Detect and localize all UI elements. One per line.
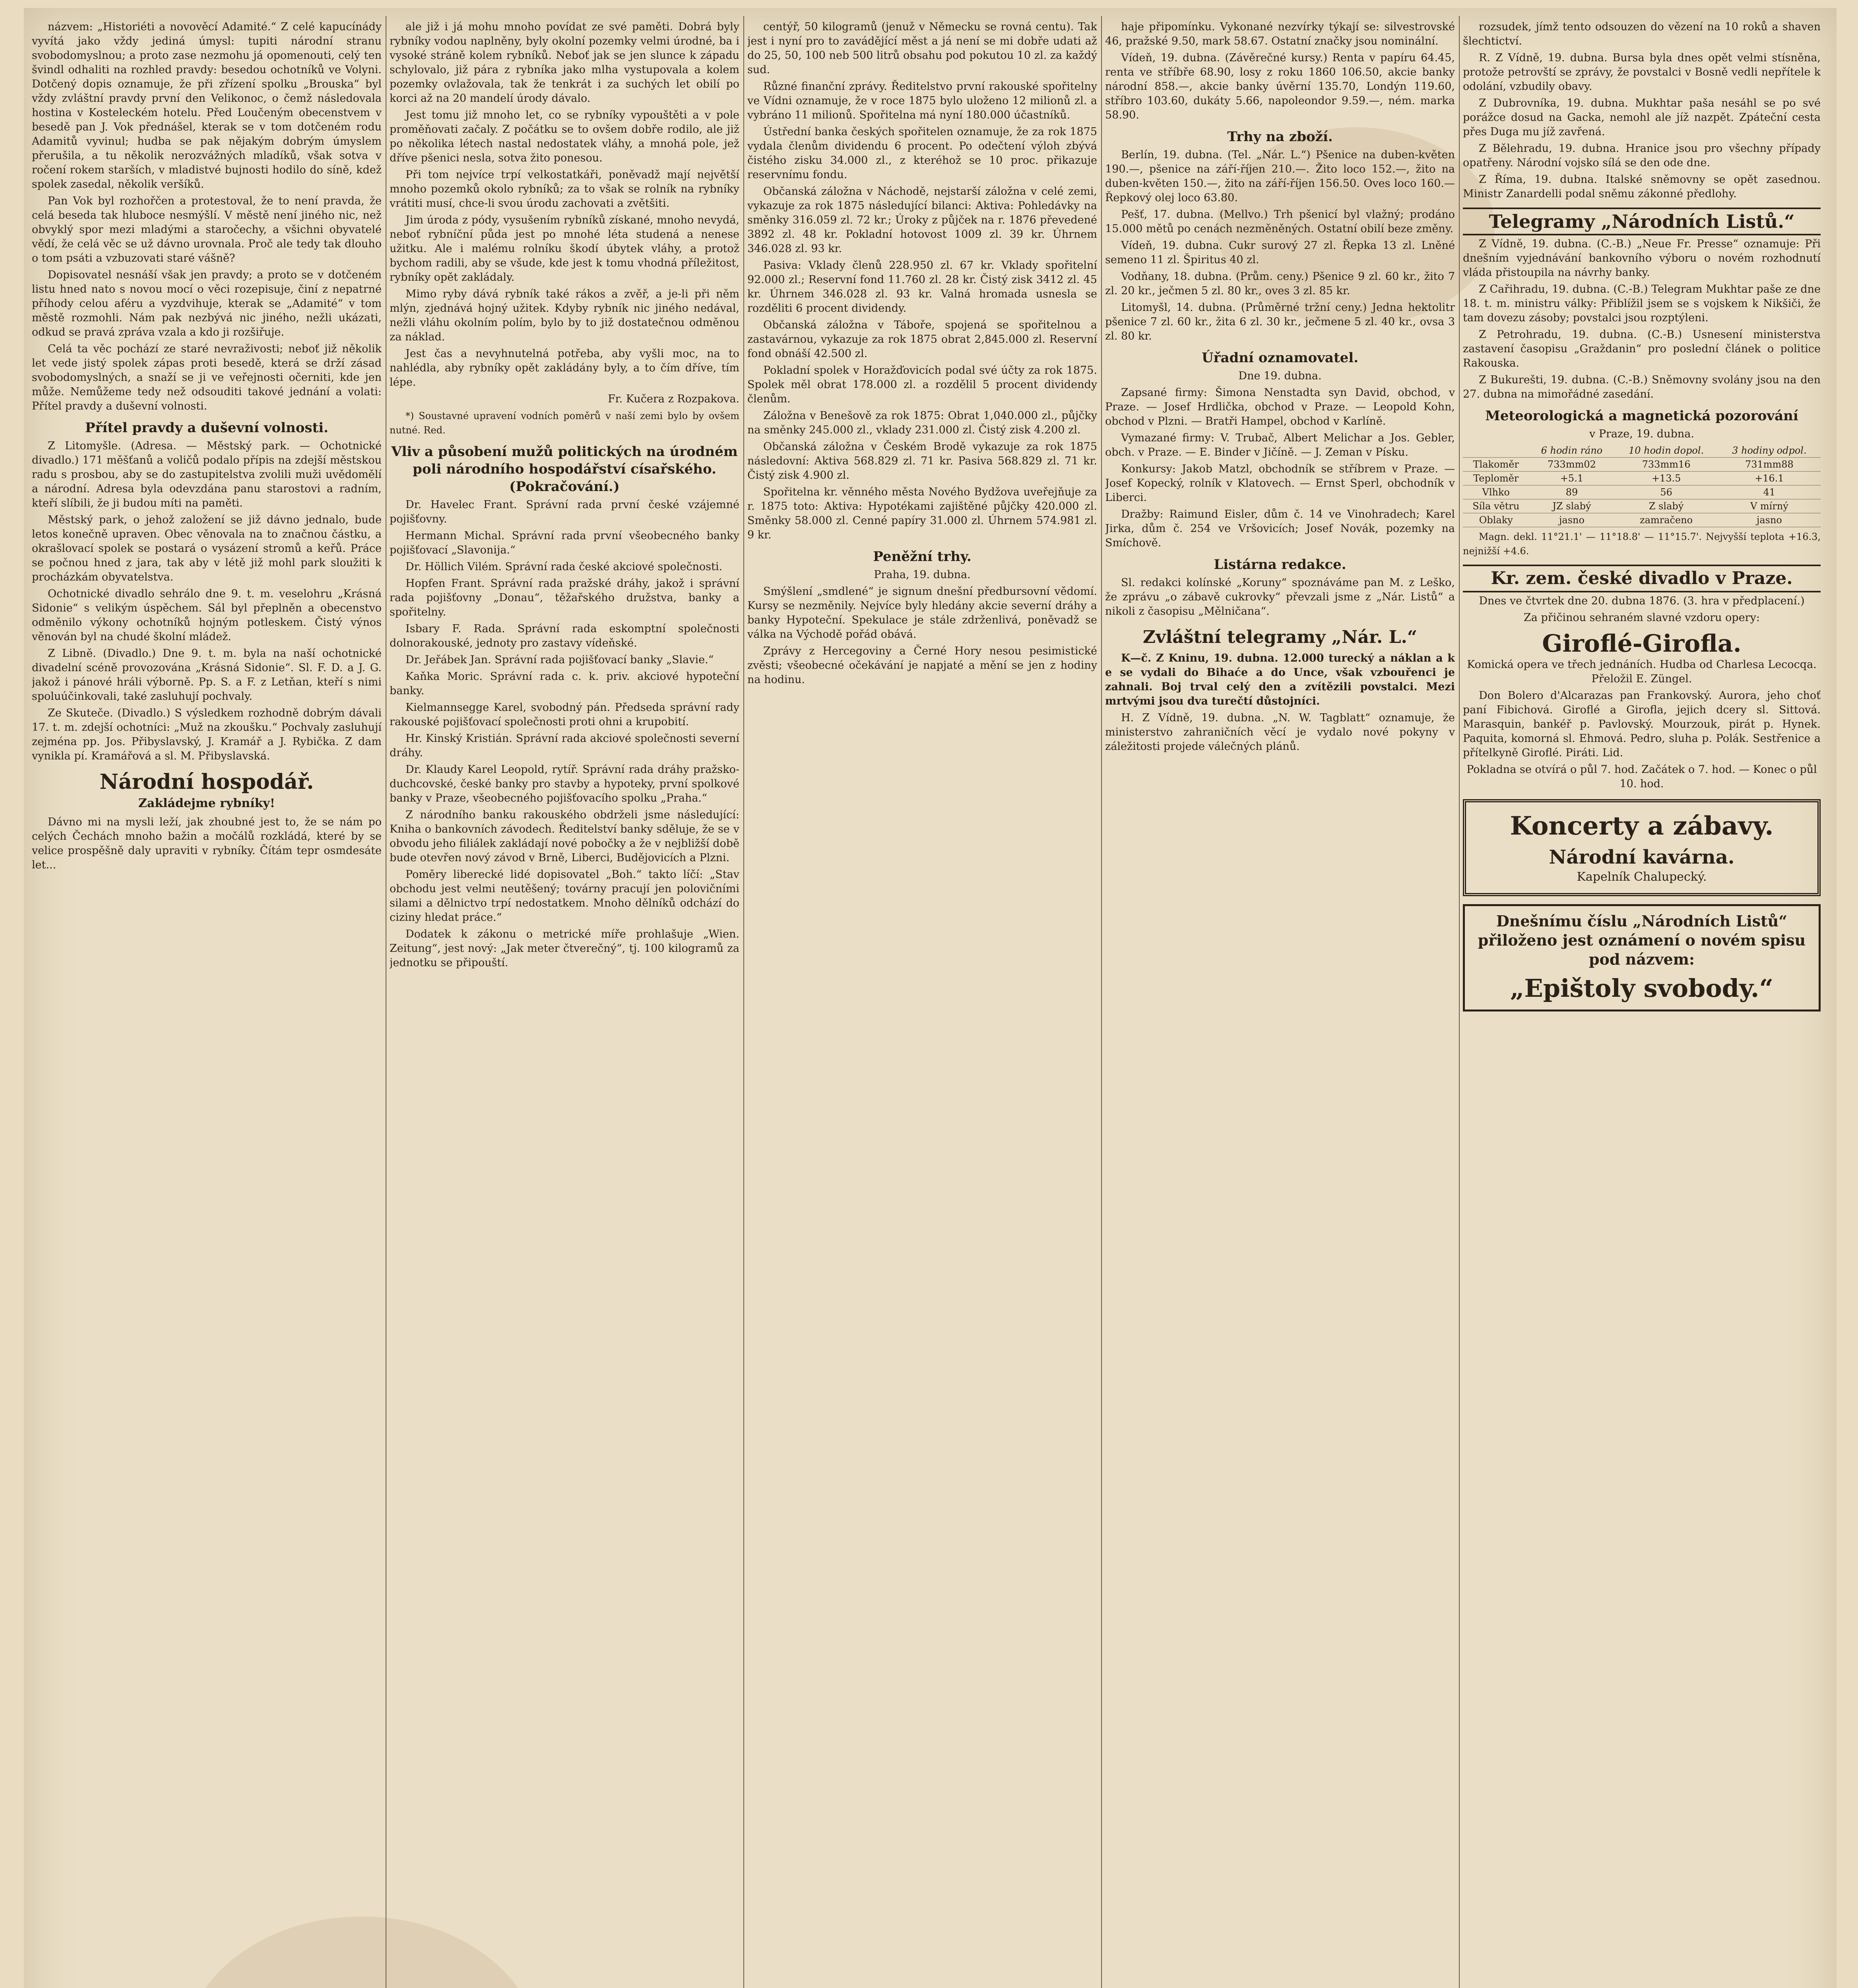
article-paragraph: Litomyšl, 14. dubna. (Průměrné tržní ceny.) Jedna hektolitr pšenice 7 zl. 60 kr., žita 6 zl. 30 kr., ječmene 5 zl. 40 kr., ovsa 3 zl. 80 kr.	[1105, 301, 1455, 342]
table-header: 10 hodin dopol.	[1614, 444, 1718, 458]
article-paragraph: K—č. Z Kninu, 19. dubna. 12.000 turecký a náklan a k e se vydali do Bihaće a do Unce, však vzbouřenci je zahnali. Boj trval celý den a zvítězili povstalci. Mezi mrtvými jsou dva turečtí důstojníci.	[1105, 652, 1455, 707]
article-paragraph: Z Dubrovníka, 19. dubna. Mukhtar paša nesáhl se po své porážce dosud na Gacka, nemohl ale jíž nazpět. Zpáteční cesta přes Duga mu jíž zavřená.	[1463, 97, 1821, 138]
column-4	[1105, 20, 1455, 1988]
section-heading: Trhy na zboží.	[1227, 129, 1333, 145]
section-heading: Kr. zem. české divadlo v Praze.	[1463, 565, 1821, 592]
article-paragraph: Z Vídně, 19. dubna. (C.-B.) „Neue Fr. Presse“ oznamuje: Při dnešním vyjednávání bankovního výboru o novém rozhodnutí vláda přistoupila na návrhy banky.	[1463, 238, 1821, 279]
table-cell: 56	[1614, 485, 1718, 499]
table-cell: V mírný	[1718, 499, 1821, 513]
article-paragraph: Různé finanční zprávy. Ředitelstvo první rakouské spořitelny ve Vídni oznamuje, že v roce 1875 bylo uloženo 12 milionů zl. a vybráno 11 milionů. Spořitelna má nyní 180.000 účastníků.	[747, 80, 1097, 121]
table-cell: 733mm16	[1614, 458, 1718, 472]
article-paragraph: ale již i já mohu mnoho povídat ze své paměti. Dobrá byly rybníky vodou naplněny, byly okolní pozemky velmi úrodné, ba i vysoké stráně kolem rybníků. Neboť jak se jen slunce k západu schylovalo, již pára z rybníka jako mlha vystupovala a kolem pozemky ovlažovala, tak že tenkrát i za suchých let obilí po korci až na 20 mandelí úrody dávalo.	[390, 21, 739, 105]
article-paragraph: Vídeň, 19. dubna. Cukr surový 27 zl. Řepka 13 zl. Lněné semeno 11 zl. Špiritus 40 zl.	[1105, 239, 1455, 266]
article-paragraph: Smýšlení „smdlené“ je signum dnešní předbursovní vědomí. Kursy se nezměnily. Nejvíce byly hledány akcie severní dráhy a banky Hypoteční. Spekulace je stále zdrženlivá, poněvadž se válka na Východě pořád obává.	[747, 585, 1097, 641]
article-paragraph: haje připomínku. Vykonané nezvírky týkají se: silvestrovské 46, pražské 9.50, mark 58.67. Ostatní značky jsou nominální.	[1105, 21, 1455, 47]
article-paragraph: H. Z Vídně, 19. dubna. „N. W. Tagblatt“ oznamuje, že ministerstvo zahraničních věcí je vydalo nové pokyny v záležitosti projede válečných plánů.	[1105, 712, 1455, 753]
article-paragraph: Kielmannsegge Karel, svobodný pán. Předseda správní rady rakouské pojišťovací společnosti proti ohni a krupobití.	[390, 701, 739, 728]
section-heading: Telegramy „Národních Listů.“	[1463, 208, 1821, 235]
table-cell: jasno	[1718, 513, 1821, 527]
article-paragraph: Vymazané firmy: V. Trubač, Albert Melichar a Jos. Gebler, obch. v Praze. — E. Binder v Jičíně. — J. Zeman v Písku.	[1105, 432, 1455, 458]
table-cell: 89	[1529, 485, 1615, 499]
table-cell: Z slabý	[1614, 499, 1718, 513]
section-heading: Vliv a působení mužů politických na úrodném poli národního hospodářství císařského. (Pokračování.)	[391, 444, 738, 495]
article-paragraph: Pokladní spolek v Horažďovicích podal své účty za rok 1875. Spolek měl obrat 178.000 zl. a rozdělil 5 procent dividendy členům.	[747, 364, 1097, 405]
table-cell: JZ slabý	[1529, 499, 1615, 513]
article-paragraph: Ze Skuteče. (Divadlo.) S výsledkem rozhodně dobrým dávali 17. t. m. zdejší ochotníci: „Muž na zkoušku.“ Pochvaly zasluhují zejména pp. Jos. Přibyslavský, J. Kramář a J. Rybička. Z dam vynikla pí. Kramářová a sl. M. Přibyslavská.	[32, 707, 382, 762]
article-paragraph: Z Bukurešti, 19. dubna. (C.-B.) Sněmovny svolány jsou na den 27. dubna na mimořádné zasedání.	[1463, 374, 1821, 400]
table-cell: Tlakoměr	[1463, 458, 1529, 472]
footnote: *) Soustavné upravení vodních poměrů v naší zemi bylo by ovšem nutné. Red.	[390, 410, 739, 436]
table-header: 3 hodiny odpol.	[1718, 444, 1821, 458]
column-1	[32, 20, 382, 1988]
article-paragraph: Při tom nejvíce trpí velkostatkáři, poněvadž mají největší mnoho pozemků okolo rybníků; za to však se rolník na rybníky vrátiti musí, chce-li svou úrodu zachovati a zvětšiti.	[390, 169, 739, 210]
table-row	[1463, 485, 1821, 499]
weather-table	[1463, 444, 1821, 527]
table-header-row	[1463, 444, 1821, 458]
article-paragraph: Konkursy: Jakob Matzl, obchodník se stříbrem v Praze. — Josef Kopecký, rolník v Klatovech. — Ernst Sperl, obchodník v Liberci.	[1105, 463, 1455, 504]
column-rule	[1101, 16, 1102, 1988]
dateline: Praha, 19. dubna.	[874, 569, 971, 581]
section-heading: Národní hospodář.	[99, 770, 314, 794]
table-cell: +16.1	[1718, 472, 1821, 485]
column-rule	[743, 16, 744, 1988]
article-paragraph: Občanská záložna v Náchodě, nejstarší záložna v celé zemi, vykazuje za rok 1875 následující bilanci: Aktiva: Pohledávky na směnky 316.059 zl. 72 kr.; Úroky z půjček na r. 1876 převedené 3892 zl. 48 kr. Pokladní hotovost 1009 zl. 39 kr. Úhrnem 346.028 zl. 93 kr.	[747, 185, 1097, 255]
article-paragraph: Jest tomu již mnoho let, co se rybníky vypouštěti a v pole proměňovati začaly. Z počátku se to ovšem dobře rodilo, ale již po několika létech nastal nedostatek vláhy, a mnohá pole, jež dříve pšenici nesla, sotva žito ponesou.	[390, 109, 739, 164]
article-paragraph: Jim úroda z pódy, vysušením rybníků získané, mnoho nevydá, neboť rybníční půda jest po mnohé léta studená a nenese užitku. Ale i malému rolníku škodí úbytek vláhy, a protož bychom radili, aby se všude, kde jest k tomu vhodná příležitost, rybníky opět zakládaly.	[390, 214, 739, 283]
article-paragraph: Jest čas a nevyhnutelná potřeba, aby vyšli moc, na to nahlédla, aby rybníky opět zakládány byly, a to čím dříve, tím lépe.	[390, 348, 739, 388]
table-cell: Vlhko	[1463, 485, 1529, 499]
table-cell: 41	[1718, 485, 1821, 499]
article-paragraph: Spořitelna kr. věnného města Nového Bydžova uveřejňuje za r. 1875 toto: Aktiva: Hypotékami zajištěné půjčky 420.000 zl. Směnky 58.000 zl. Cenné papíry 31.000 zl. Úhrnem 574.981 zl. 9 kr.	[747, 486, 1097, 541]
article-paragraph: Dr. Jeřábek Jan. Správní rada pojišťovací banky „Slavie.“	[405, 654, 714, 666]
article-paragraph: Ochotnické divadlo sehrálo dne 9. t. m. veselohru „Krásná Sidonie“ s velikým úspěchem. Sál byl přeplněn a obecenstvo odměnilo výkony ochotníků hojným potleskem. Čistý výnos věnován byl na chudé školní mládež.	[32, 588, 382, 643]
weather-note: Magn. dekl. 11°21.1' — 11°18.8' — 11°15.7'. Nejvyšší teplota +16.3, nejnižší +4.6.	[1463, 531, 1821, 557]
article-paragraph: Dopisovatel nesnáší však jen pravdy; a proto se v dotčeném listu hned nato s novou mocí o věci rozepisuje, činí z nepatrné příhody celou aféru a vyzdvihuje, kterak se „Adamité“ v tom městě rozmohli. Nám pak nezbývá nic jiného, nežli ukázati, odkud se pravá zpráva vzala a kdo ji rozšiřuje.	[32, 269, 382, 338]
article-signature: Fr. Kučera z Rozpakova.	[607, 393, 739, 405]
article-paragraph: Z Libně. (Divadlo.) Dne 9. t. m. byla na naší ochotnické divadelní scéně provozována „Krásná Sidonie“. Sl. F. D. a J. G. jakož i pánové hráli výborně. Pp. S. a F. z Letňan, kteří s nimi spoluúčinkovali, také zasluhují pochvaly.	[32, 647, 382, 703]
article-paragraph: Z Říma, 19. dubna. Italské sněmovny se opět zasednou. Ministr Zanardelli podal sněmu zákonné předlohy.	[1463, 173, 1821, 200]
supplement-notice-box	[1463, 904, 1821, 1011]
table-cell: zamračeno	[1614, 513, 1718, 527]
article-paragraph: Hopfen Frant. Správní rada pražské dráhy, jakož i správní rada pojišťovny „Donau“, těžařského družstva, banky a spořitelny.	[390, 577, 739, 618]
concert-ad-box	[1463, 799, 1821, 896]
article-paragraph: Dr. Klaudy Karel Leopold, rytíř. Správní rada dráhy pražsko-duchcovské, české banky pro stavby a hypoteky, první spolkové banky v Praze, všeobecného pojišťovacího spolku „Praha.“	[390, 763, 739, 804]
article-paragraph: centýř, 50 kilogramů (jenuž v Německu se rovná centu). Tak jest i nyní pro to zavádějící měst a já není se mi dobře udati až do 25, 50, 100 neb 500 litrů obsahu pod pokutou 10 zl. za každý sud.	[747, 21, 1097, 76]
article-paragraph: Z Litomyšle. (Adresa. — Městský park. — Ochotnické divadlo.) 171 měšťanů a voličů podalo přípis na zdejší městskou radu s prosbou, aby se do zastupitelstva zvolili muži uvědomělí a národní. Adresa byla odevzdána panu starostovi a radním, kteří slíbili, že ji budou míti na paměti.	[32, 440, 382, 509]
article-paragraph: Pasiva: Vklady členů 228.950 zl. 67 kr. Vklady spořitelní 92.000 zl.; Reservní fond 11.760 zl. 28 kr. Čistý zisk 3412 zl. 45 kr. Úhrnem 346.028 zl. 93 kr. Valná hromada usnesla se rozděliti 6 procent dividendy.	[747, 259, 1097, 315]
article-paragraph: Městský park, o jehož založení se již dávno jednalo, bude letos konečně upraven. Obec věnovala na to značnou částku, a okrašlovací spolek se postará o vysázení stromů a keřů. Práce se počnou hned z jara, tak aby v létě již mohl park sloužiti k procházkám obyvatelstva.	[32, 514, 382, 583]
dateline: Dne 19. dubna.	[1238, 370, 1322, 382]
article-paragraph: rozsudek, jímž tento odsouzen do vězení na 10 roků a shaven šlechtictví.	[1463, 21, 1821, 47]
ad-line: Národní kavárna.	[1549, 846, 1735, 868]
table-row	[1463, 472, 1821, 485]
article-paragraph: Zapsané firmy: Šimona Nenstadta syn David, obchod, v Praze. — Josef Hrdlička, obchod v Praze. — Leopold Kohn, obchod v Plzni. — Bratři Hampel, obchod v Karlíně.	[1105, 386, 1455, 427]
column-5	[1463, 20, 1821, 1988]
article-paragraph: Berlín, 19. dubna. (Tel. „Nár. L.“) Pšenice na duben-květen 190.—, pšenice na září-říjen 210.—. Žito loco 152.—, žito na duben-květen 150.—, žito na září-říjen 156.50. Oves loco 160.— Řepkový olej loco 63.80.	[1105, 149, 1455, 204]
section-heading: Listárna redakce.	[1214, 557, 1346, 573]
column-2	[390, 20, 739, 1988]
article-paragraph: Občanská záložna v Českém Brodě vykazuje za rok 1875 následovní: Aktiva 568.829 zl. 71 kr. Pasiva 568.829 zl. 71 kr. Čistý zisk 4.900 zl.	[747, 441, 1097, 481]
table-cell: 731mm88	[1718, 458, 1821, 472]
table-cell: Síla větru	[1463, 499, 1529, 513]
article-paragraph: Pan Vok byl rozhořčen a protestoval, že to není pravda, že celá beseda tak hluboce nesmýšlí. V městě není jiného nic, než obvyklý spor mezi mladými a staročechy, a všichni obyvatelé vědí, že celá věc se už dávno urovnala. Proč ale tedy tak dlouho o tom psáti a vzbuzovati staré vášně?	[32, 195, 382, 264]
article-paragraph: Z Cařihradu, 19. dubna. (C.-B.) Telegram Mukhtar paše ze dne 18. t. m. ministru války: Přiblížil jsem se s vojskem k Nikšiči, že tam dovezu zásoby; povstalci jsou rozptýleni.	[1463, 283, 1821, 324]
article-paragraph: Dodatek k zákonu o metrické míře prohlašuje „Wien. Zeitung“, jest nový: „Jak meter čtverečný“, tj. 100 kilogramů za jednotku se připouští.	[390, 928, 739, 969]
article-paragraph: názvem: „Historiéti a novověcí Adamité.“ Z celé kapucínády vyvítá jako vždy jediná úmysl: tupiti národní stranu svobodomyslnou; a proto zase nezmohu já opomenouti, celý ten švindl odhaliti na rozhled pravdy: besedou ochotníků ve Volyni. Dotčený dopis oznamuje, že při zřízení spolku „Brouska“ byl vždy zvláštní pravdy první den Velikonoc, o čemž následovala hostina v Kosteleckém hotelu. Před Loučeným obecenstvem v besedě pan J. Vok přednášel, kterak se v tom dotčeném rodu Adamitů vyvinul; hudba se pak nějakým dobrým úmyslem přerušila, a tu několik nerozvážných mladíků, však sotva v ročení rokem starších, v mladistvé bujnosti hodilo do síně, kdež spolek zasedal, několik veršíků.	[32, 21, 382, 190]
article-paragraph: Don Bolero d'Alcarazas pan Frankovský. Aurora, jeho choť paní Fibichová. Giroflé a Girofla, jejich dcery sl. Sittová. Marasquin, bankéř p. Pavlovský. Mourzouk, pirát p. Hynek. Paquita, komorná sl. Ehmová. Pedro, sluha p. Polák. Sestřenice a přítelkyně Giroflé. Piráti. Lid.	[1463, 689, 1821, 759]
section-heading: Zvláštní telegramy „Nár. L.“	[1142, 627, 1418, 647]
article-paragraph: Sl. redakci kolínské „Koruny“ spoznáváme pan M. z Leško, že zprávu „o zábavě cukrovky“ převzali jsme z „Nár. Listů“ a nikoli z časopisu „Mělničana“.	[1105, 577, 1455, 617]
article-signature: Přítel pravdy a duševní volnosti.	[85, 420, 329, 436]
table-row	[1463, 513, 1821, 527]
article-paragraph: Záložna v Benešově za rok 1875: Obrat 1,040.000 zl., půjčky na směnky 245.000 zl., vklady 231.000 zl. Čistý zisk 4.200 zl.	[747, 410, 1097, 436]
column-rule	[1459, 16, 1460, 1988]
column-3	[747, 20, 1097, 1988]
article-paragraph: Poměry liberecké lidé dopisovatel „Boh.“ takto líčí: „Stav obchodu jest velmi neutěšený; továrny pracují jen polovičními silami a dělnictvo trpí nedostatkem. Mnoho dělníků odchází do ciziny hledat práce.“	[390, 868, 739, 924]
table-cell: Teploměr	[1463, 472, 1529, 485]
table-row	[1463, 458, 1821, 472]
table-cell: Oblaky	[1463, 513, 1529, 527]
article-paragraph: Dávno mi na mysli leží, jak zhoubné jest to, že se nám po celých Čechách mnoho bažin a močálů rozkládá, které by se velice prospěšně daly upraviti v rybníky. Čítám tepr osmdesáte let...	[32, 816, 382, 871]
article-paragraph: Občanská záložna v Táboře, spojená se spořitelnou a zastavárnou, vykazuje za rok 1875 obrat 2,845.000 zl. Reservní fond obnáší 42.500 zl.	[747, 319, 1097, 360]
article-paragraph: Pokladna se otvírá o půl 7. hod. Začátek o 7. hod. — Konec o půl 10. hod.	[1466, 763, 1817, 790]
dateline: v Praze, 19. dubna.	[1589, 428, 1694, 440]
article-paragraph: Isbary F. Rada. Správní rada eskomptní společnosti dolnorakouské, jednoty pro zastavy vídeňské.	[390, 623, 739, 649]
table-cell: 733mm02	[1529, 458, 1615, 472]
section-subheading: Zakládejme rybníky!	[138, 796, 275, 810]
notice-text: Dnešnímu číslu „Národních Listů“ přiloženo jest oznámení o novém spisu pod názvem:	[1478, 912, 1806, 968]
table-row	[1463, 499, 1821, 513]
article-paragraph: R. Z Vídně, 19. dubna. Bursa byla dnes opět velmi stísněna, protože petrovští se zprávy, že povstalci v Bosně vedli nepřítele k odolání, vzbudily obavy.	[1463, 52, 1821, 93]
table-header: 6 hodin ráno	[1529, 444, 1615, 458]
article-paragraph: Pešť, 17. dubna. (Mellvo.) Trh pšenicí byl vlažný; prodáno 15.000 mětů po cenách nezměněných. Ostatní obilí beze změny.	[1105, 208, 1455, 235]
ad-title: Koncerty a zábavy.	[1510, 811, 1774, 841]
ad-line: Kapelník Chalupecký.	[1577, 870, 1707, 884]
article-paragraph: Celá ta věc pochází ze staré nevraživosti; neboť již několik let vede jistý spolek zápas proti besedě, která se drží zásad svobodomyslných, a snaží se ji ve veřejnosti očerniti, kde jen může. Nemůžeme tedy než odsouditi takové jednání a volati: Přítel pravdy a duševní volnosti.	[32, 343, 382, 412]
article-paragraph: Kaňka Moric. Správní rada c. k. priv. akciové hypoteční banky.	[390, 670, 739, 697]
article-paragraph: Zprávy z Hercegoviny a Černé Hory nesou pesimistické zvěsti; všeobecné očekávání je napjaté a mění se jen z hodiny na hodinu.	[747, 645, 1097, 686]
section-heading: Meteorologická a magnetická pozorování	[1485, 408, 1798, 424]
table-header	[1463, 444, 1529, 458]
article-paragraph: Z Bělehradu, 19. dubna. Hranice jsou pro všechny případy opatřeny. Národní vojsko sílá se den ode dne.	[1463, 142, 1821, 169]
article-paragraph: Za přičinou sehraném slavné vzdoru opery:	[1524, 612, 1760, 624]
article-paragraph: Mimo ryby dává rybník také rákos a zvěř, a je-li při něm mlýn, zjednává hojný užitek. Kdyby rybník nic jiného nedával, nežli vláhu okolním polím, bylo by to již dostatečnou odměnou za náklad.	[390, 288, 739, 343]
article-paragraph: Vídeň, 19. dubna. (Závěrečné kursy.) Renta v papíru 64.45, renta ve stříbře 68.90, losy z roku 1860 106.50, akcie banky národní 858.—, akcie banky úvěrní 135.70, Londýn 119.60, stříbro 103.60, dukáty 5.66, napoleondor 9.59.—, ném. marka 58.90.	[1105, 52, 1455, 121]
article-paragraph: Vodňany, 18. dubna. (Prům. ceny.) Pšenice 9 zl. 60 kr., žito 7 zl. 20 kr., ječmen 5 zl. 80 kr., oves 3 zl. 85 kr.	[1105, 270, 1455, 297]
article-paragraph: Dr. Havelec Frant. Správní rada první české vzájemné pojišťovny.	[390, 499, 739, 525]
table-cell: +13.5	[1614, 472, 1718, 485]
article-paragraph: Hermann Michal. Správní rada první všeobecného banky pojišťovací „Slavonija.“	[390, 530, 739, 556]
section-heading: Úřadní oznamovatel.	[1201, 350, 1359, 366]
article-paragraph: Dražby: Raimund Eisler, dům č. 14 ve Vinohradech; Karel Jirka, dům č. 254 ve Vršovicích; Josef Novák, pozemky na Smíchově.	[1105, 508, 1455, 549]
article-paragraph: Z národního banku rakouského obdrželi jsme následující: Kniha o bankovních závodech. Ředitelství banky sděluje, že se v obvodu jeho filiálek zakládají nové pobočky a že v nejbližší době bude otevřen nový závod v Brně, Liberci, Budějovicích a Plzni.	[390, 809, 739, 864]
section-heading: Peněžní trhy.	[873, 549, 972, 565]
article-paragraph: Z Petrohradu, 19. dubna. (C.-B.) Usnesení ministerstva zastavení časopisu „Graždanin“ pro poslední článek o politice Rakouska.	[1463, 328, 1821, 369]
article-paragraph: Dr. Höllich Vilém. Správní rada české akciové společnosti.	[405, 561, 723, 573]
play-title: Giroflé-Girofla.	[1542, 630, 1742, 658]
table-cell: jasno	[1529, 513, 1615, 527]
article-paragraph: Dnes ve čtvrtek dne 20. dubna 1876. (3. hra v předplacení.)	[1479, 595, 1805, 607]
article-paragraph: Ústřední banka českých spořitelen oznamuje, že za rok 1875 vydala členům dividendu 6 procent. Po odečtení výloh zbývá čistého zisku 34.000 zl., z kteréhož se 10 proc. přikazuje reservnímu fondu.	[747, 126, 1097, 181]
article-paragraph: Hr. Kinský Kristián. Správní rada akciové společnosti severní dráhy.	[390, 732, 739, 759]
table-cell: +5.1	[1529, 472, 1615, 485]
newspaper-page	[24, 8, 1837, 1988]
notice-title: „Epištoly svobody.“	[1510, 974, 1774, 1003]
article-paragraph: Komická opera ve třech jednáních. Hudba od Charlesa Lecocqa. Přeložil E. Züngel.	[1467, 658, 1817, 685]
